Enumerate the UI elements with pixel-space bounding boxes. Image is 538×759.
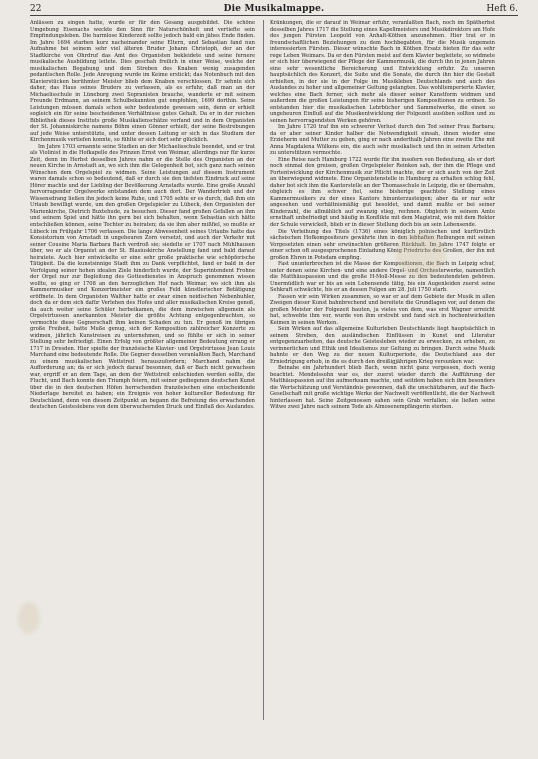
- issue-label: Heft 6.: [486, 4, 518, 14]
- column-divider: [263, 20, 264, 720]
- page-header: [30, 3, 518, 15]
- header-rule: [30, 15, 518, 16]
- paragraph: Fast ununterbrochen ist die Masse der Kompositionen, die Bach in Leipzig schuf, unter denen seine Kirchen- und eine andere Orgel- und Orchesterwerke, namentlich die Matthäuspassion und die große H-Moll-Messe zu den bedeutendsten gehören. Unermüdlich war er bis an sein Lebensende tätig, bis ein Augenleiden zuerst seine Sehkraft schwächte, bis er an dessen Folgen am 28. Juli 1750 starb.: [270, 261, 495, 294]
- paragraph: Die Verleihung des Titels (1736) eines königlich polnischen und kurfürstlich sächsischen Hofkompositeurs gewährte ihm in den lebhaften Reibungen mit seinen Vorgesetzten einen sehr erwünschten größeren Rückhalt. Im Jahre 1747 folgte er einer schon oft ausgesprochenen Einladung König Friedrichs des Großen, der ihn mit großen Ehren in Potsdam empfing.: [270, 228, 495, 261]
- paragraph: Kränkungen, die er darauf in Weimar erfuhr, veranlaßten Bach, noch im Spätherbst desselben Jahres 1717 die Stellung eines Kapellmeisters und Musikdirektors am Hofe des jungen Fürsten Leopold von Anhalt-Köthen anzunehmen. Hier trat er in freundschaftlichen Beziehungen zu dem hochbegabten, für die Musik ungemein interessierten Fürsten. Dieser wünschte Bach in Köthen Ersatz bieten für das sehr rege Leben Weimars. Da er den Fürsten meist auf dem Klavier begleitete, so widmete er sich hier überwiegend der Pflege der Kammermusik, die durch ihn in jenen Jahren eine sehr wesentliche Bereicherung und Entwicklung erfuhr. Zu unseren hauptsächlich des Konzert, die Suite und die Sonate, die durch ihn hier die Gestalt erhielten, in der sie in der Folge im Musikleben Deutschlands und auch des Auslandes zu hoher und allgemeiner Geltung gelangten. Das wohltemperierte Klavier, welches eine Bach ferner, sich mehr als dieser seiner Kunstform widmen und außerdem die großen Leistungen für seine bisherigen Kompositionen zu ordnen. So entstanden hier die musikalischen Lehrbücher und Sammelwerke, die einen so ungeheuren Einfluß auf die Musikentwicklung der Folgezeit ausüben sollten und zu seinen hervorragendsten Werken gehören.: [270, 20, 495, 124]
- paragraph: Im Jahre 1720 traf ihn ein schwerer Verlust durch den Tod seiner Frau Barbara; da er aber seiner Kinder halber die Notwendigkeit einsah, ihnen wieder eine Erzieherin und Mutter zu geben, ging er nach anderthalb Jahren eine zweite Ehe mit Anna Magdalena Wülkens ein, die auch sehr musikalisch und ihn in seinen Arbeiten zu unterstützen vermochte.: [270, 124, 495, 157]
- right-column: [270, 20, 495, 730]
- paragraph: Beinahe ein Jahrhundert blieb Bach, wenn nicht ganz vergessen, doch wenig beachtet. Mendelssohn war es, der zuerst wieder durch die Aufführung der Matthäuspassion auf ihn aufmerksam machte, und seitdem haben sich ihm besonders die Wertschätzung und Verständnis gewonnen, daß die unschätzbaren, auf die Bach-Gesellschaft mit große wichtige Werke der Nachwelt veröffentlicht, die der Nachwelt hinterlassen hat. Seine Zeitgenossen sahen sein Grab verfallen; sie ließen seine Witwe zwei Jahre nach seinem Tode als Almosenempfängerin sterben.: [270, 365, 495, 411]
- paragraph: Eine Reise nach Hamburg 1722 wurde für ihn insofern von Bedeutung, als er dort noch einmal den greisen, großen Orgelspieler Reinken sah, der ihm die Pflege und Fortentwicklung der Kirchenmusik zur Pflicht machte, der er sich auch von der Zeit an überwiegend widmete. Eine Organistenstelle in Hamburg zu erhalten schlug fehl, daher bot sich ihm die Kantorstelle an der Thomasschule in Leipzig, die er übernahm, obgleich es ihm schwer fiel, seine bisherige geachtete Stellung eines Kammermusikers zu der eines Kantors hinunterzusteigen; aber da er nur sehr angesehen und verhältnismäßig gut besoldet, und damit mußte er bei seiner Kinderzahl, die allmählich auf zwanzig stieg, rechnen. Obgleich in seinem Amte ernsthaft unbefriedigt und häufig in Konflikte mit dem Magistrat, wie mit dem Rektor der Schule verwickelt, blieb er in dieser Stellung doch bis an sein Lebensende.: [270, 156, 495, 228]
- paper-stain: [396, 232, 446, 278]
- paragraph: Sein Wirken auf das allgemeine Kulturleben Deutschlands liegt hauptsächlich in seinem Streben, den ausländischen Einflüssen in Kunst und Literatur entgegenzuarbeiten, das deutsche Geistesleben wieder zu erwecken, zu erheben, zu verinnerlichen und Ethik und Idealismus zur Geltung zu bringen. Durch seine Musik bahnte er den Weg zu der neuen Kulturperiode, die Deutschland aus der Erniedrigung erhob, in die es durch den dreißigjährigen Krieg versunken war.: [270, 326, 495, 365]
- page-number: 22: [30, 4, 42, 14]
- paragraph: Fassen wir sein Wirken zusammen, so war er auf dem Gebiete der Musik in allen Zweigen dieser Kunst bahnbrechend und bereitete die Grundlagen vor, auf denen die großen Meister der Folgezeit bauten, ja vieles von dem, was erst Wagner erreicht hat, schwebte ihm vor, wurde von ihm erstrebt und fand sich in hochentwickelten Keimen in seinen Werken.: [270, 293, 495, 326]
- publication-title: Die Musikalmappe.: [223, 4, 325, 14]
- paragraph: Anlässen zu singen hatte, wurde er für den Gesang ausgebildet. Die schöne Umgebung Eisenachs weckte den Sinn für Naturschönheit und vertiefte sein Empfindungsleben. Die harmlose Kinderzeit sollte jedoch bald ein jähes Ende finden. Im Jahre 1694 starben kurz nacheinander seine Eltern, und Sebastian fand nun Aufnahme bei seinem sehr viel älteren Bruder Johann Christoph, der an der Stadtkirche von Ohrdruf das Amt des Organisten bekleidete und seine fernere musikalische Ausbildung leitete. Dies geschah freilich in einer Weise, welche der musikalischen Begabung und dem Streben des Knaben wenig zusagenden pedantischen Rolle. Jede Anregung wurde im Keime erstickt; das Notenbuch mit den Klavierstücken berühmter Meister blieb dem Knaben verschlossen. Er sehnte sich daher, das Haus seines Bruders zu verlassen, als es erfuhr, daß man an der Michaelisschule in Lüneburg zwei Sopranisten brauche, wanderte er mit seinem Freunde Erdmann, an seinem Schulbekannten gut empfohlen, 1699 dorthin. Seine Leistungen müssen damals schon sehr bedeutende gewesen sein, denn er erhielt sogleich ein für seine bescheidenen Verhältnisse gutes Gehalt. Da er in der reichen Bibliothek dieses Instituts große Musikalienschätze vorfand und in dem Organisten der St. Johanniskirche namens Böhm einen Gönner erhielt, der seine Bestrebungen auf jede Weise unterstützte, und unter dessen Leitung er sich in das Studium der Kirchenmusik vertiefen konnte, so fühlte er sich dort sehr glücklich.: [30, 20, 255, 144]
- paragraph: Im Jahre 1703 ernannte seine Studien an der Michaelisschule beendet, und er trat als Violinist in die Hofkapelle des Prinzen Ernst von Weimar, allerdings nur für kurze Zeit, denn im Herbst desselben Jahres nahm er die Stelle des Organisten an der neuen Kirche in Arnstadt an, wo sich ihm die Gelegenheit bot, sich ganz nach seinen Wünschen dem Orgelspiel zu widmen. Seine Leistungen auf diesem Instrument waren damals schon so bedeutend, daß er durch sie den tiefsten Eindruck auf seine Hörer machte und der Liebling der Bevölkerung Arnstadts wurde. Eine große Anzahl hervorragender Orgelwerke entstanden dem auch dort. Der Wandertrieb und der Wissensdrang ließen ihn jedoch keine Ruhe, und 1705 sehte er es durch, daß ihm ein Urlaub bewilligt wurde, um den großen Orgelspieler zu Lübeck, den Organisten der Marienkirche, Dietrich Buxtehude, zu besuchen. Dieser fand großen Gefallen an ihm und seinem Spiel und hätte ihn gern bei sich behalten, wenn Sebastian sich hätte entschließen können, seine Tochter zu heiraten; da sie ihm aber mißfiel, so mußte er Lübeck im Frühjahr 1706 verlassen. Die lange Abwesenheit seines Urlaubs hatte das Konsistorium von Arnstadt in ungeheuren Zorn versetzt, und auch der Verkehr mit seiner Cousine Maria Barbara Bach verdroß sie; siedelte er 1707 nach Mühlhausen über, wo er als Organist an der St. Blasiuskirche Anstellung fand und bald darauf heiratete. Auch hier entwickelte er eine sehr große praktische wie schöpferische Tätigkeit. Da die kunstsinnige Stadt ihm zu Dank verpflichtet, fand er bald in der Verfolgung seiner hohen idealen Ziele hinderlich wurde, der Superintendent Frohne der Orgel nur zur Begleitung des Gottesdienstes in Anspruch genommen wissen wollte, so ging er 1708 an den herzoglichen Hof nach Weimar, wo sich ihm als Kammermusiker und Konzertmeister ein großes Feld künstlerischer Betätigung eröffnete. In dem Organisten Walther hatte er zwar einen neidischen Nebenbuhler, doch da er dem sich dafür Verlehen des Hofes und aller musikalischen Kreise genoß, da auch weiter seine Schüler herbeikamen, die dem inzwischen allgemein als Orgelvirtuosen anerkannten Meister die größte Achtung entgegenbrachten, so vermochte diese Gegnerschaft ihm keinen Schaden zu tun. Er genoß im übrigen große Freiheit, hatte Muße genug, sich der Komposition zahlreicher Konzerte zu widmen, jährlich Kunstreisen zu unternehmen, und so fühlte er sich in seiner Stellung sehr befriedigt. Einen Erfolg von größter allgemeiner Bedeutung errang er 1717 in Dresden. Hier spielte der französische Klavier- und Orgelvirtuose Jean Louis Marchand eine bedeutende Rolle. Die Gegner desselben veranlaßten Bach, Marchand zu einem musikalischen Wettstreit herauszufordern; Marchand nahm die Aufforderung an; da er sich jedoch darauf besonnen, daß er Bach nicht gewachsen war, ergriff er an dem Tage, an dem der Wettstreit entschieden werden sollte, die Flucht, und Bach konnte den Triumph feiern, mit seiner gediegenen deutschen Kunst über die in den deutschen Höfen herrschenden französischen eine entscheidende Niederlage bereitet zu haben; ein Ereignis von hoher kultureller Bedeutung für Deutschland, denn von diesem Zeitpunkt an begann die Befreiung des erwachenden deutschen Geisteslebens von dem überwuchernden Druck und Einfluß des Auslandes.: [30, 143, 255, 411]
- left-column: [30, 20, 255, 730]
- paper-stain: [18, 602, 40, 634]
